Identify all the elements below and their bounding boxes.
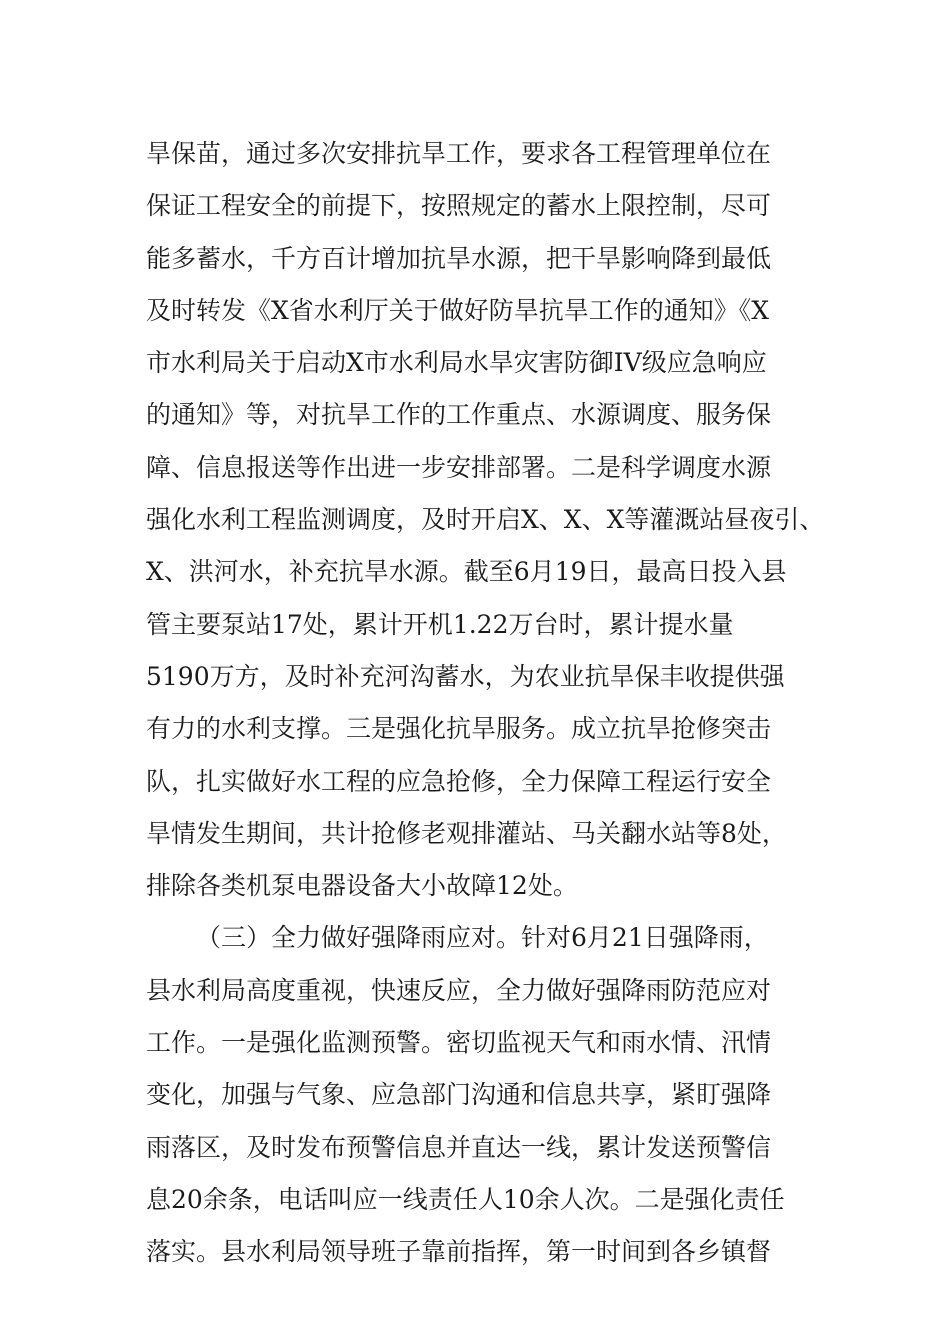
text-line: 旱保苗，通过多次安排抗旱工作，要求各工程管理单位在 <box>146 139 772 168</box>
text-line: 变化，加强与气象、应急部门沟通和信息共享，紧盯强降 <box>146 1080 772 1110</box>
text-line: 工作。一是强化监测预警。密切监视天气和雨水情、汛情 <box>146 1028 772 1058</box>
text-line: 雨落区，及时发布预警信息并直达一线，累计发送预警信 <box>146 1132 772 1162</box>
text-line: 落实。县水利局领导班子靠前指挥，第一时间到各乡镇督 <box>146 1237 772 1267</box>
text-line: 市水利局关于启动X市水利局水旱灾害防御IV级应急响应 <box>146 348 767 378</box>
text-line: 队，扎实做好水工程的应急抢修，全力保障工程运行安全 <box>146 766 772 796</box>
text-line: 能多蓄水，千方百计增加抗旱水源，把干旱影响降到最低 <box>146 243 772 273</box>
text-line: X、洪河水，补充抗旱水源。截至6月19日，最高日投入县 <box>146 557 787 587</box>
text-line: 5190万方，及时补充河沟蓄水，为农业抗旱保丰收提供强 <box>146 661 785 691</box>
text-line: 强化水利工程监测调度，及时开启X、X、X等灌溉站昼夜引、 <box>146 505 825 535</box>
text-line: 障、信息报送等作出进一步安排部署。二是科学调度水源 <box>146 452 772 482</box>
text-line: 的通知》等，对抗旱工作的工作重点、水源调度、服务保 <box>146 400 772 430</box>
text-line: 排除各类机泵电器设备大小故障12处。 <box>146 871 578 901</box>
text-line: 息20余条，电话叫应一线责任人10余人次。二是强化责任 <box>146 1184 785 1214</box>
text-line: 管主要泵站17处，累计开机1.22万台时，累计提水量 <box>146 609 734 639</box>
text-line: 有力的水利支撑。三是强化抗旱服务。成立抗旱抢修突击 <box>146 714 772 744</box>
text-line: 旱情发生期间，共计抢修老观排灌站、马关翻水站等8处， <box>146 818 787 848</box>
section-heading-line: （三）全力做好强降雨应对。针对6月21日强降雨， <box>196 923 769 953</box>
text-line: 县水利局高度重视，快速反应，全力做好强降雨防范应对 <box>146 975 772 1005</box>
text-line: 保证工程安全的前提下，按照规定的蓄水上限控制，尽可 <box>146 191 772 221</box>
text-line: 及时转发《X省水利厅关于做好防旱抗旱工作的通知》《X <box>146 295 770 325</box>
body-text <box>146 128 846 1279</box>
